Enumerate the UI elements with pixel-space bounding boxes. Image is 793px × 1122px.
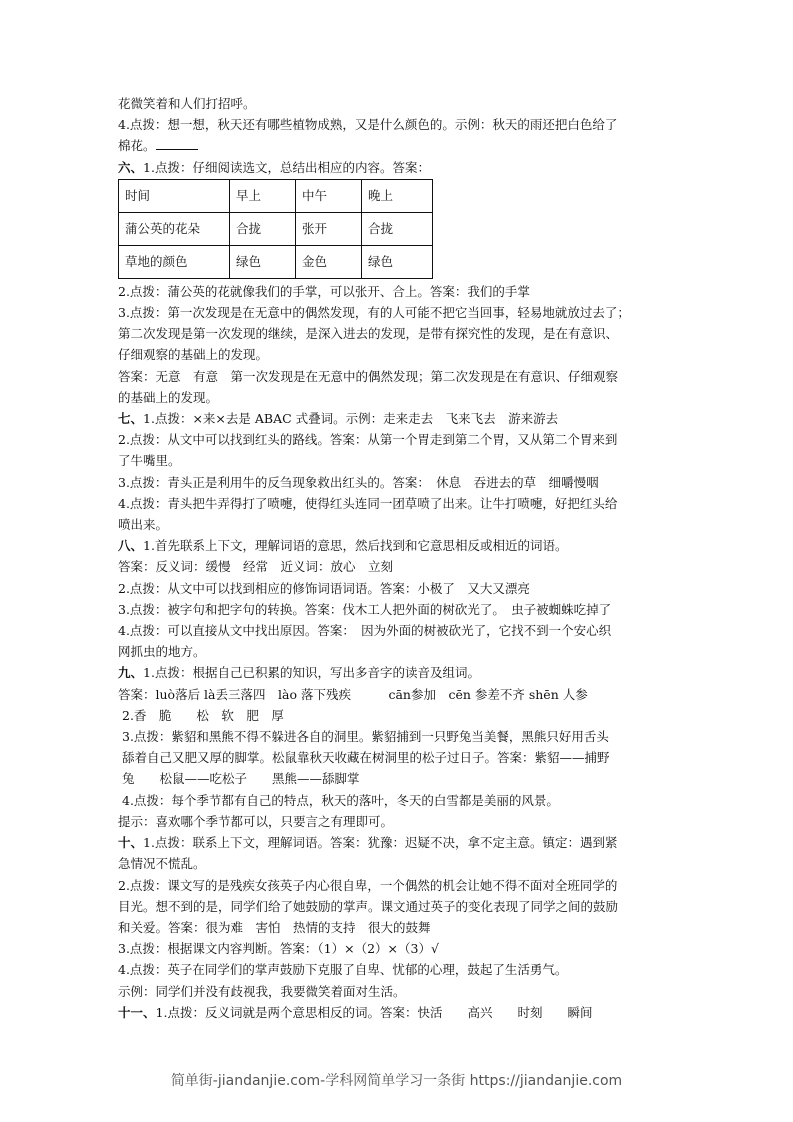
table-row bbox=[119, 179, 433, 212]
text-line: 兔 松鼠——吃松子 黑熊——舔脚掌 bbox=[122, 771, 360, 787]
text-line: 网抓虫的地方。 bbox=[118, 644, 206, 660]
text-line: 答案：luò落后 là丢三落四 lào 落下残疾 cān参加 cēn 参差不齐 shēn 人参 bbox=[118, 686, 588, 702]
section-7-heading: 七、1.点拨：×来×去是 ABAC 式叠词。示例：走来走去 飞来飞去 游来游去 bbox=[118, 411, 559, 427]
document-body bbox=[118, 93, 683, 1023]
text-line: 4.点拨：可以直接从文中找出原因。答案： 因为外面的树被砍光了，它找不到一个安心织 bbox=[118, 623, 612, 639]
text-line: 4.点拨：每个季节都有自己的特点，秋天的落叶，冬天的白雪都是美丽的风景。 bbox=[122, 792, 559, 808]
table-cell: 绿色 bbox=[230, 245, 296, 278]
text-line: 目光。想不到的是，同学们给了她鼓励的掌声。课文通过英子的变化表现了同学之间的鼓励 bbox=[118, 898, 619, 914]
text-line: 3.点拨：第一次发现是在无意中的偶然发现，有的人可能不把它当回事，轻易地就放过去了； bbox=[118, 305, 630, 321]
text-line: 2.点拨：从文中可以找到红头的路线。答案：从第一个胃走到第二个胃，又从第二个胃来到 bbox=[118, 432, 618, 448]
section-11-heading: 十一、1.点拨：反义词就是两个意思相反的词。答案：快活 高兴 时刻 瞬间 bbox=[118, 1004, 593, 1020]
table-cell: 晚上 bbox=[362, 179, 433, 212]
text-line: 急情况不慌乱。 bbox=[118, 856, 206, 872]
text-line: 2.点拨：从文中可以找到相应的修饰词语词语。答案：小极了 又大又漂亮 bbox=[118, 580, 530, 596]
table-cell: 合拢 bbox=[230, 212, 296, 245]
text-line: 2.点拨：蒲公英的花就像我们的手掌，可以张开、合上。答案：我们的手掌 bbox=[118, 283, 530, 299]
table-cell: 蒲公英的花朵 bbox=[119, 212, 230, 245]
text-line: 喷出来。 bbox=[118, 517, 169, 533]
table-cell: 张开 bbox=[296, 212, 362, 245]
text-line: 2.香 脆 松 软 肥 厚 bbox=[122, 707, 284, 723]
text-line: 4.点拨：英子在同学们的掌声鼓励下克服了自卑、忧郁的心理，鼓起了生活勇气。 bbox=[118, 962, 568, 978]
table-cell: 早上 bbox=[230, 179, 296, 212]
table-cell: 金色 bbox=[296, 245, 362, 278]
table-row bbox=[119, 245, 433, 278]
text-line: 第二次发现是第一次发现的继续，是深入进去的发现，是带有探究性的发现，是在有意识、 bbox=[118, 326, 619, 342]
text-line: 4.点拨：青头把牛弄得打了喷嚏，使得红头连同一团草喷了出来。让牛打喷嚏，好把红头给 bbox=[118, 495, 618, 511]
section-number: 六、 bbox=[118, 159, 144, 175]
answer-table bbox=[118, 179, 433, 279]
text-line: 的基础上的发现。 bbox=[118, 389, 219, 405]
page-footer-watermark: 简单街-jiandanjie.com-学科网简单学习一条街 https://jiandanjie.com bbox=[170, 1073, 623, 1089]
text-line: 2.点拨：课文写的是残疾女孩英子内心很自卑，一个偶然的机会让她不得不面对全班同学的 bbox=[118, 877, 618, 893]
text-line: 花微笑着和人们打招呼。 bbox=[118, 96, 256, 111]
table-cell: 绿色 bbox=[362, 245, 433, 278]
text-line: 3.点拨：被字句和把字句的转换。答案：伐木工人把外面的树砍光了。 虫子被蜘蛛吃掉了 bbox=[118, 601, 612, 617]
section-number: 十、 bbox=[118, 835, 144, 851]
table-row bbox=[119, 212, 433, 245]
section-number: 七、 bbox=[118, 411, 144, 427]
table-cell: 时间 bbox=[119, 179, 230, 212]
text-line: 答案：无意 有意 第一次发现是在无意中的偶然发现；第二次发现是在有意识、仔细观察 bbox=[118, 368, 619, 384]
section-number: 九、 bbox=[118, 665, 144, 681]
table-cell: 中午 bbox=[296, 179, 362, 212]
text-line: 仔细观察的基础上的发现。 bbox=[118, 347, 269, 363]
text-line: 答案：反义词：缓慢 经常 近义词：放心 立刻 bbox=[118, 559, 394, 575]
section-9-heading: 九、1.点拨：根据自己已积累的知识，写出多音字的读音及组词。 bbox=[118, 665, 480, 681]
text-line: 示例：同学们并没有歧视我，我要微笑着面对生活。 bbox=[118, 983, 406, 999]
section-number: 八、 bbox=[118, 538, 144, 554]
text-line: 3.点拨：根据课文内容判断。答案：（1）×（2）×（3）√ bbox=[118, 941, 439, 957]
text-line: 3.点拨：紫貂和黑熊不得不躲进各自的洞里。紫貂捕到一只野兔当美餐，黑熊只好用舌头 bbox=[122, 729, 609, 745]
text-line: 棉花。 bbox=[118, 135, 683, 156]
table-cell: 合拢 bbox=[362, 212, 433, 245]
text-line: 了牛嘴里。 bbox=[118, 453, 181, 469]
text-line: 3.点拨：青头正是利用牛的反刍现象救出红头的。答案： 休息 吞进去的草 细嚼慢咽 bbox=[118, 474, 599, 490]
answer-blank bbox=[156, 137, 198, 150]
text-line: 和关爱。答案：很为难 害怕 热情的支持 很大的鼓舞 bbox=[118, 919, 431, 935]
section-number: 十一、 bbox=[118, 1004, 156, 1020]
section-10-heading: 十、1.点拨：联系上下文，理解词语。答案：犹豫：迟疑不决，拿不定主意。镇定：遇到紧 bbox=[118, 835, 618, 851]
text-line: 4.点拨：想一想，秋天还有哪些植物成熟，又是什么颜色的。示例：秋天的雨还把白色给了 bbox=[118, 117, 618, 133]
table-cell: 草地的颜色 bbox=[119, 245, 230, 278]
text-line: 舔着自己又肥又厚的脚掌。松鼠靠秋天收藏在树洞里的松子过日子。答案：紫貂——捕野 bbox=[122, 750, 610, 766]
section-6-heading: 六、1.点拨：仔细阅读选文，总结出相应的内容。答案： bbox=[118, 159, 430, 175]
text-line: 提示：喜欢哪个季节都可以，只要言之有理即可。 bbox=[118, 813, 394, 829]
section-8-heading: 八、1.首先联系上下文，理解词语的意思，然后找到和它意思相反或相近的词语。 bbox=[118, 538, 568, 554]
